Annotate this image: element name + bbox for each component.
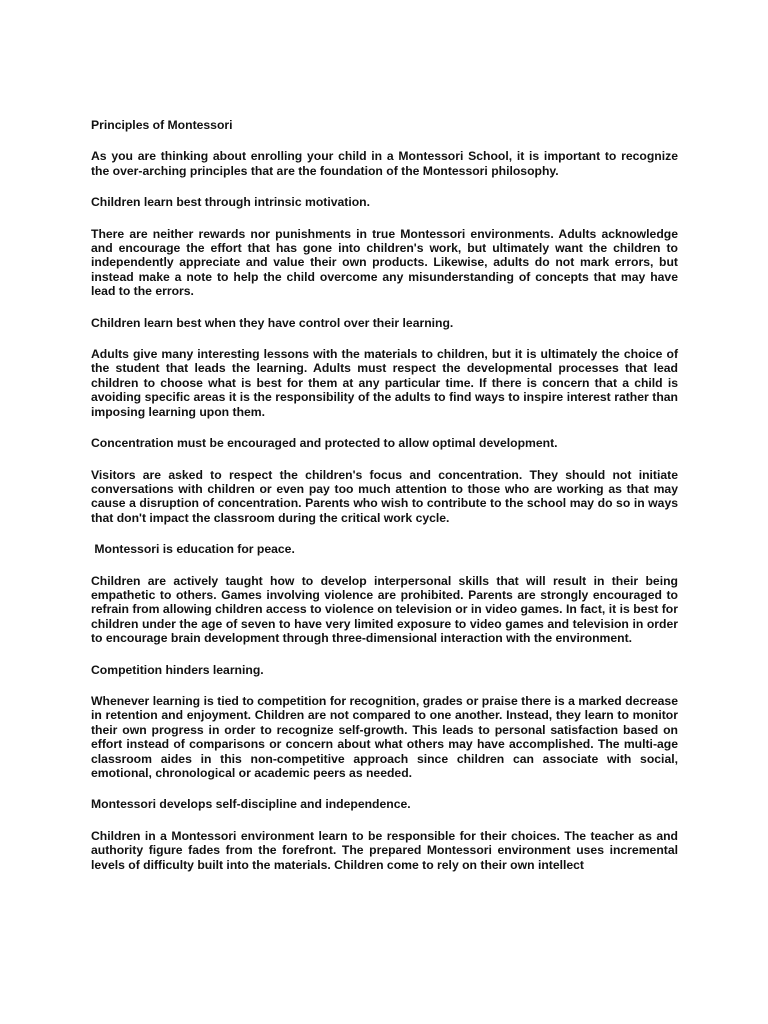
section-heading-self-discipline: Montessori develops self-discipline and independence. bbox=[91, 797, 411, 812]
section-body-competition: Whenever learning is tied to competition for recognition, grades or praise there is a marked decrease in retention and enjoyment. Children are not compared to one another. Instead, they learn to monitor their own progress in order to recognize self-growth. This leads to personal satisfaction based on effort instead of comparisons or concern about what others may have accomplished. The multi-age classroom aides in this non-competitive approach since children can associate with social, emotional, chronological or academic peers as needed. bbox=[91, 693, 678, 780]
intro-paragraph: As you are thinking about enrolling your child in a Montessori School, it is important to recognize the over-arching principles that are the foundation of the Montessori philosophy. bbox=[91, 149, 678, 178]
section-body-self-discipline: Children in a Montessori environment learn to be responsible for their choices. The teacher as and authority figure fades from the forefront. The prepared Montessori environment uses incremental levels of difficulty built into the materials. Children come to rely on their own intellect bbox=[91, 828, 678, 872]
section-body-concentration: Visitors are asked to respect the children's focus and concentration. They should not initiate conversations with children or even pay too much attention to those who are working as that may cause a disruption of concentration. Parents who wish to contribute to the school may do so in ways that don't impact the classroom during the critical work cycle. bbox=[91, 467, 678, 525]
document-title: Principles of Montessori bbox=[91, 118, 233, 132]
section-body-intrinsic-motivation: There are neither rewards nor punishments in true Montessori environments. Adults acknowledge and encourage the effort that has gone into children's work, but ultimately want the children to independently appreciate and value their own products. Likewise, adults do not mark errors, but instead make a note to help the child overcome any misunderstanding of concepts that may have lead to the errors. bbox=[91, 226, 678, 299]
section-heading-competition: Competition hinders learning. bbox=[91, 662, 264, 677]
section-body-education-for-peace: Children are actively taught how to develop interpersonal skills that will result in their being empathetic to others. Games involving violence are prohibited. Parents are strongly encouraged to refrain from allowing children access to violence on television or in video games. In fact, it is best for children under the age of seven to have very limited exposure to video games and television in order to encourage brain development through three-dimensional interaction with the environment. bbox=[91, 573, 678, 646]
section-heading-concentration: Concentration must be encouraged and protected to allow optimal development. bbox=[91, 436, 558, 451]
section-body-control-over-learning: Adults give many interesting lessons with the materials to children, but it is ultimately the choice of the student that leads the learning. Adults must respect the developmental processes that lead children to choose what is best for them at any particular time. If there is concern that a child is avoiding specific areas it is the responsibility of the adults to find ways to inspire interest rather than imposing learning upon them. bbox=[91, 347, 678, 419]
section-heading-education-for-peace: Montessori is education for peace. bbox=[91, 542, 295, 557]
document-content bbox=[91, 118, 678, 889]
section-heading-control-over-learning: Children learn best when they have control over their learning. bbox=[91, 315, 454, 330]
section-heading-intrinsic-motivation: Children learn best through intrinsic motivation. bbox=[91, 195, 370, 210]
